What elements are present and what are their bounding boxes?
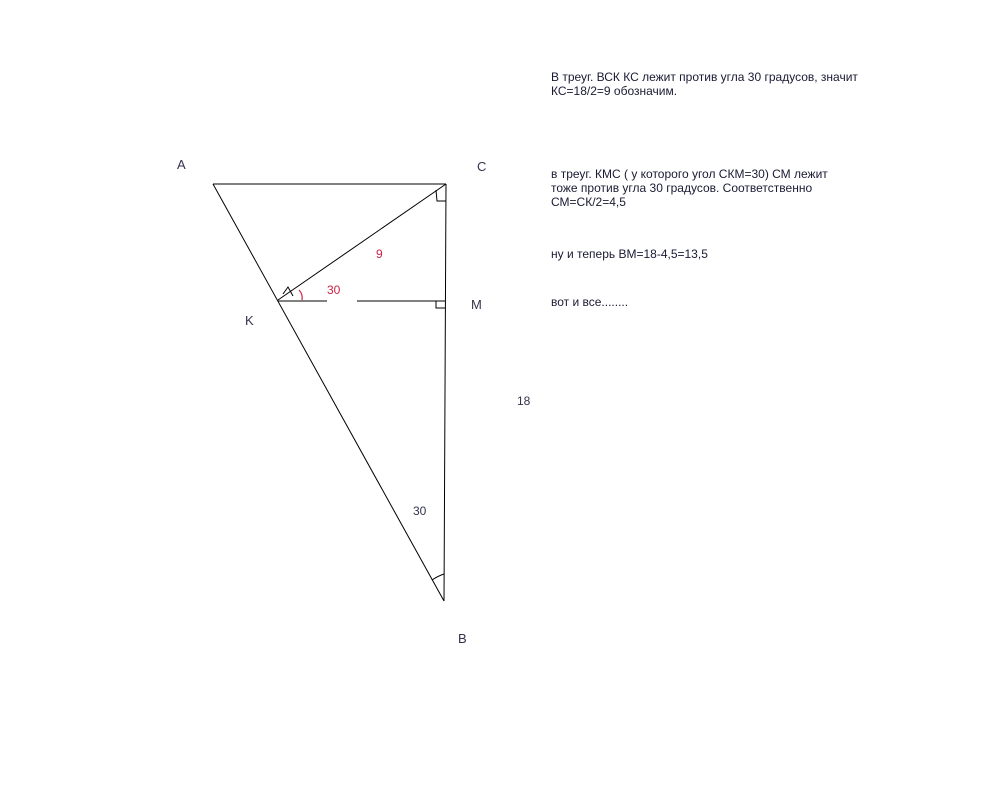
measure-angle-ckm: 30 <box>327 283 341 297</box>
measure-bc: 18 <box>517 394 531 408</box>
point-label-a: A <box>177 157 186 172</box>
angle-arc-b <box>432 574 444 580</box>
measure-kc: 9 <box>376 247 383 261</box>
right-angle-mark-m <box>436 301 445 308</box>
point-label-m: M <box>471 297 482 312</box>
side-ab <box>213 184 444 601</box>
point-label-k: K <box>245 313 254 328</box>
angle-arc-k <box>299 290 302 300</box>
measure-angle-b: 30 <box>413 504 427 518</box>
right-angle-mark-k <box>283 287 293 296</box>
right-angle-mark-c <box>436 190 446 201</box>
segment-ck <box>278 184 446 300</box>
note-step-3: ну и теперь ВМ=18-4,5=13,5 <box>551 247 708 261</box>
side-cb <box>444 184 446 601</box>
note-step-4: вот и все........ <box>551 295 629 309</box>
note-step-2: в треуг. КМС ( у которого угол СКМ=30) СМ лежит тоже против угла 30 градусов. Соответственно СМ=СК/2=4,5 <box>551 167 828 209</box>
point-label-c: C <box>477 159 487 174</box>
point-label-b: B <box>458 631 467 646</box>
note-step-1: В треуг. ВСК КС лежит против угла 30 градусов, значит КС=18/2=9 обозначим. <box>551 70 858 98</box>
